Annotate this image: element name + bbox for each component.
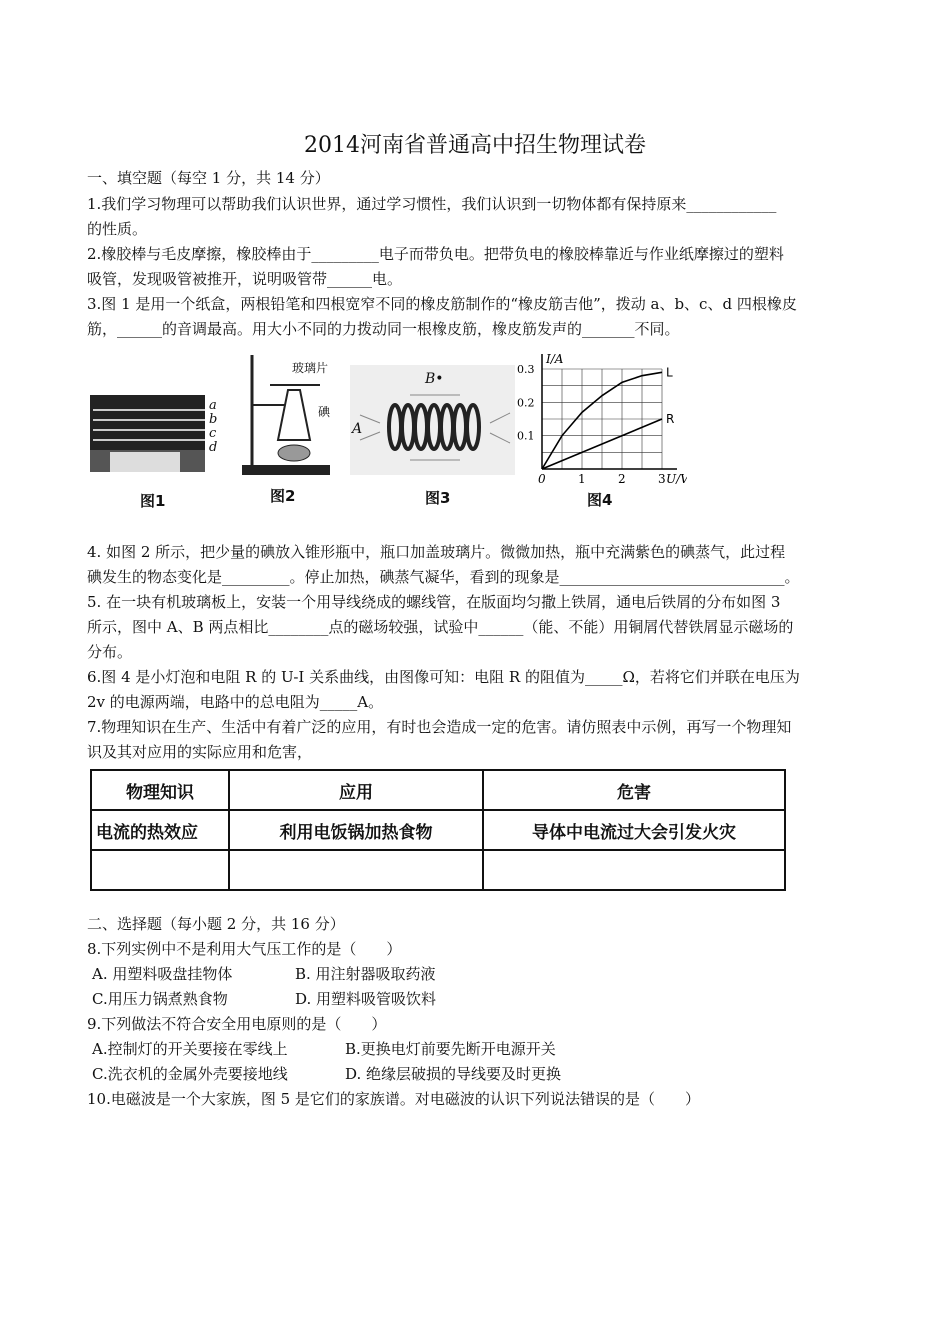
table-header-row (91, 770, 785, 810)
table-cell: 电流的热效应 (91, 810, 229, 850)
section-heading: 一、填空题（每空 1 分，共 14 分） (87, 169, 330, 187)
point-b-label: B• (425, 371, 444, 387)
knowledge-table (90, 769, 786, 891)
question-text: 10.电磁波是一个大家族，图 5 是它们的家族谱。对电磁波的认识下列说法错误的是（ ） (87, 1090, 700, 1108)
question-text: 1.我们学习物理可以帮助我们认识世界，通过学习惯性，我们认识到一切物体都有保持原来____________ (87, 195, 777, 213)
y-axis-label: I/A (546, 352, 564, 366)
question-text: 6.图 4 是小灯泡和电阻 R 的 U-I 关系曲线，由图像可知：电阻 R 的阻值为_____Ω，若将它们并联在电压为 (87, 668, 800, 686)
series-label: L (666, 365, 673, 380)
page-title: 2014河南省普通高中招生物理试卷 (304, 133, 646, 158)
band-label: b (209, 412, 218, 427)
question-text: 7.物理知识在生产、生活中有着广泛的应用，有时也会造成一定的危害。请仿照表中示例，再写一个物理知 (87, 718, 792, 736)
figure-4 (517, 347, 687, 515)
band-label: a (209, 398, 217, 413)
option-d: D. 绝缘层破损的导线要及时更换 (345, 1065, 562, 1083)
question-text: 8.下列实例中不是利用大气压工作的是（ ） (87, 940, 402, 958)
rubber-band-guitar-image (85, 370, 225, 490)
question-text: 的性质。 (87, 220, 148, 238)
option-b: B. 用注射器吸取药液 (295, 965, 436, 983)
point-a-label: A (352, 421, 363, 437)
option-c: C.洗衣机的金属外壳要接地线 (92, 1065, 288, 1083)
option-a: A.控制灯的开关要接在零线上 (92, 1040, 288, 1058)
band-label: c (209, 426, 217, 441)
figure-row (85, 345, 685, 515)
series-label: R (666, 412, 675, 426)
table-cell: 导体中电流过大会引发火灾 (483, 810, 785, 850)
question-text: 4. 如图 2 所示，把少量的碘放入锥形瓶中，瓶口加盖玻璃片。微微加热，瓶中充满紫色的碘蒸气，此过程 (87, 543, 786, 561)
y-tick-label: 0.1 (517, 429, 535, 443)
table-cell (483, 850, 785, 890)
x-tick-label: 0 (538, 472, 546, 486)
question-text: 分布。 (87, 643, 133, 661)
option-a: A. 用塑料吸盘挂物体 (92, 965, 233, 983)
x-tick-label: 2 (618, 472, 626, 486)
figure-1 (85, 370, 225, 515)
table-header-cell: 危害 (483, 770, 785, 810)
x-tick-label: 1 (578, 472, 586, 486)
x-tick-label: 3 (658, 472, 666, 486)
iodine-label: 碘 (318, 405, 331, 419)
question-text: 吸管，发现吸管被推开，说明吸管带______电。 (87, 270, 403, 288)
option-b: B.更换电灯前要先断开电源开关 (345, 1040, 556, 1058)
y-tick-label: 0.2 (517, 396, 535, 410)
figure-caption: 图2 (270, 487, 296, 505)
question-text: 9.下列做法不符合安全用电原则的是（ ） (87, 1015, 387, 1033)
question-text: 5. 在一块有机玻璃板上，安装一个用导线绕成的螺线管，在版面均匀撒上铁屑，通电后铁屑的分布如图 3 (87, 593, 781, 611)
glass-label: 玻璃片 (292, 361, 329, 375)
x-axis-label: U/V (666, 472, 687, 486)
section-heading: 二、选择题（每小题 2 分，共 16 分） (87, 915, 345, 933)
figure-caption: 图4 (587, 491, 613, 509)
option-d: D. 用塑料吸管吸饮料 (295, 990, 437, 1008)
question-text: 识及其对应用的实际应用和危害， (87, 743, 313, 761)
table-row (91, 810, 785, 850)
y-tick-label: 0.3 (517, 363, 535, 376)
table-row-empty (91, 850, 785, 890)
table-cell (229, 850, 483, 890)
option-c: C.用压力锅煮熟食物 (92, 990, 228, 1008)
question-text: 2v 的电源两端，电路中的总电阻为_____A。 (87, 693, 384, 711)
ui-chart (517, 347, 687, 487)
table-header-cell: 应用 (229, 770, 483, 810)
question-text: 3.图 1 是用一个纸盒，两根铅笔和四根宽窄不同的橡皮筋制作的“橡皮筋吉他”，拨动 a、b、c、d 四根橡皮 (87, 295, 797, 313)
question-text: 碘发生的物态变化是_________。停止加热，碘蒸气凝华，看到的现象是______________________________。 (87, 568, 800, 586)
table-cell (91, 850, 229, 890)
question-text: 2.橡胶棒与毛皮摩擦，橡胶棒由于_________电子而带负电。把带负电的橡胶棒靠近与作业纸摩擦过的塑料 (87, 245, 784, 263)
band-label: d (209, 440, 218, 455)
question-text: 所示，图中 A、B 两点相比________点的磁场较强，试验中______（能、不能）用铜屑代替铁屑显示磁场的 (87, 618, 794, 636)
table-cell: 利用电饭锅加热食物 (229, 810, 483, 850)
figure-caption: 图3 (425, 489, 451, 507)
figure-2 (240, 345, 340, 510)
question-text: 筋，______的音调最高。用大小不同的力拨动同一根橡皮筋，橡皮筋发声的_______不同。 (87, 320, 680, 338)
figure-caption: 图1 (140, 492, 166, 510)
table-header-cell: 物理知识 (91, 770, 229, 810)
figure-3 (350, 365, 515, 515)
